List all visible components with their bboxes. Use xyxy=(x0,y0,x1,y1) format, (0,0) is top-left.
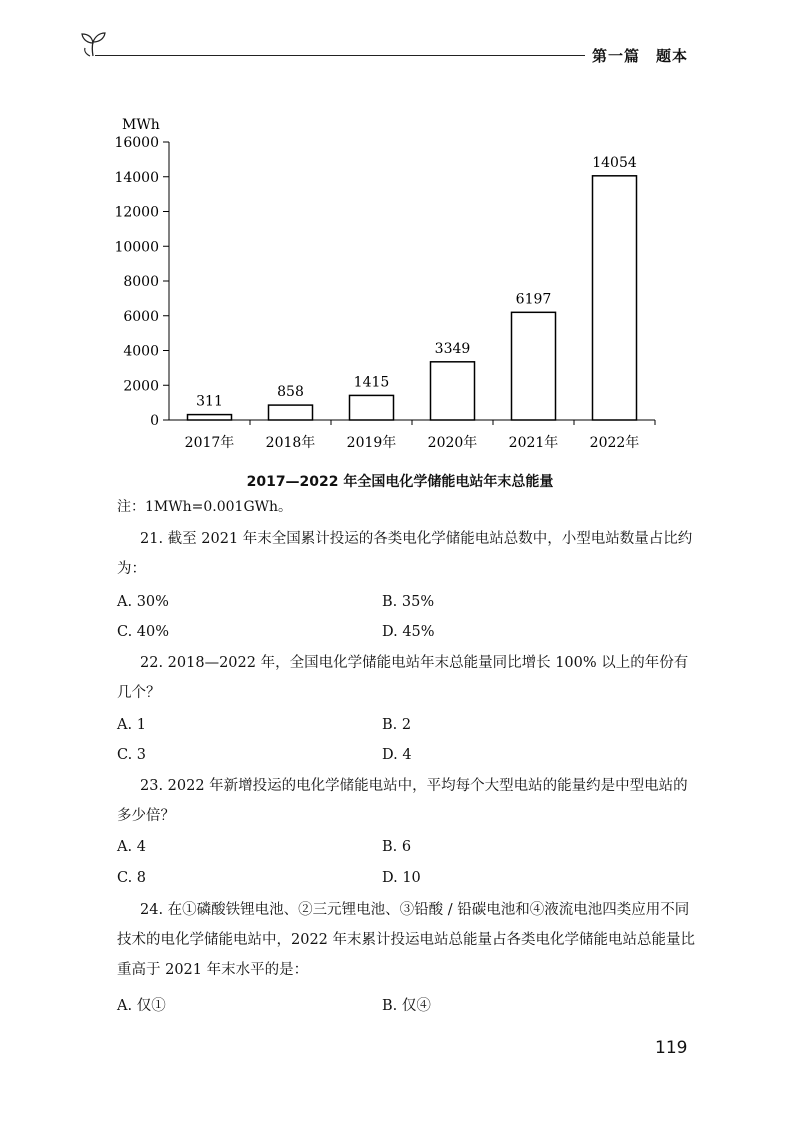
option-a: A. 1 xyxy=(117,717,146,733)
data-label: 6197 xyxy=(515,291,552,308)
chart-title: 2017—2022 年全国电化学储能电站年末总能量 xyxy=(246,474,554,490)
option-d: D. 4 xyxy=(382,747,412,763)
x-tick-label: 2019年 xyxy=(346,435,397,451)
question-23 xyxy=(117,771,697,831)
option-d: D. 10 xyxy=(382,870,421,886)
x-tick-label: 2017年 xyxy=(184,435,235,451)
bar xyxy=(593,176,637,420)
bar xyxy=(431,362,475,420)
x-tick-label: 2020年 xyxy=(427,435,478,451)
data-label: 858 xyxy=(277,384,304,401)
x-tick-label: 2021年 xyxy=(508,435,559,451)
option-b: B. 6 xyxy=(382,839,412,855)
y-tick-label: 8000 xyxy=(123,274,159,290)
option-c: C. 3 xyxy=(117,747,147,763)
option-c: C. 8 xyxy=(117,870,147,886)
x-tick-label: 2022年 xyxy=(589,435,640,451)
x-tick-label: 2018年 xyxy=(265,435,316,451)
question-21 xyxy=(117,524,697,584)
option-a: A. 仅① xyxy=(117,998,166,1014)
bar xyxy=(512,312,556,420)
data-label: 1415 xyxy=(353,374,390,391)
y-tick-label: 6000 xyxy=(123,308,159,325)
data-label: 311 xyxy=(196,393,223,410)
y-tick-label: 4000 xyxy=(123,343,159,360)
y-tick-label: 12000 xyxy=(114,204,159,221)
y-axis-unit: MWh xyxy=(122,117,160,133)
data-label: 3349 xyxy=(434,340,471,357)
bar xyxy=(188,415,232,420)
option-d: D. 45% xyxy=(382,624,435,640)
section-title: 第一篇 题本 xyxy=(592,47,689,65)
unit-note: 注：1MWh=0.001GWh。 xyxy=(117,499,293,515)
bar-chart xyxy=(110,108,670,458)
question-text: 24. 在①磷酸铁锂电池、②三元锂电池、③铅酸 / 铅碳电池和④液流电池四类应用不同技术的电化学储能电站中，2022 年末累计投运电站总能量占各类电化学储能电站总能量比重高于 2021 年末水平的是： xyxy=(117,902,696,978)
question-text: 23. 2022 年新增投运的电化学储能电站中，平均每个大型电站的能量约是中型电站的多少倍？ xyxy=(117,778,688,824)
option-a: A. 4 xyxy=(117,839,146,855)
option-c: C. 40% xyxy=(117,624,170,640)
option-b: B. 35% xyxy=(382,594,435,610)
y-tick-label: 14000 xyxy=(114,169,159,186)
y-tick-label: 2000 xyxy=(123,378,159,395)
sprout-icon xyxy=(78,28,108,58)
page-number: 119 xyxy=(655,1038,688,1058)
bar xyxy=(350,395,394,420)
y-tick-label: 0 xyxy=(150,413,159,429)
header-rule xyxy=(95,55,585,56)
y-tick-label: 16000 xyxy=(114,135,159,151)
option-b: B. 2 xyxy=(382,717,412,733)
question-24 xyxy=(117,895,697,985)
bar xyxy=(269,405,313,420)
question-text: 22. 2018—2022 年，全国电化学储能电站年末总能量同比增长 100% 以上的年份有几个？ xyxy=(117,655,689,701)
data-label: 14054 xyxy=(592,154,637,171)
question-22 xyxy=(117,648,697,708)
option-b: B. 仅④ xyxy=(382,998,431,1014)
question-text: 21. 截至 2021 年末全国累计投运的各类电化学储能电站总数中，小型电站数量占比约为： xyxy=(117,531,693,577)
option-a: A. 30% xyxy=(117,594,169,610)
y-tick-label: 10000 xyxy=(114,239,159,256)
